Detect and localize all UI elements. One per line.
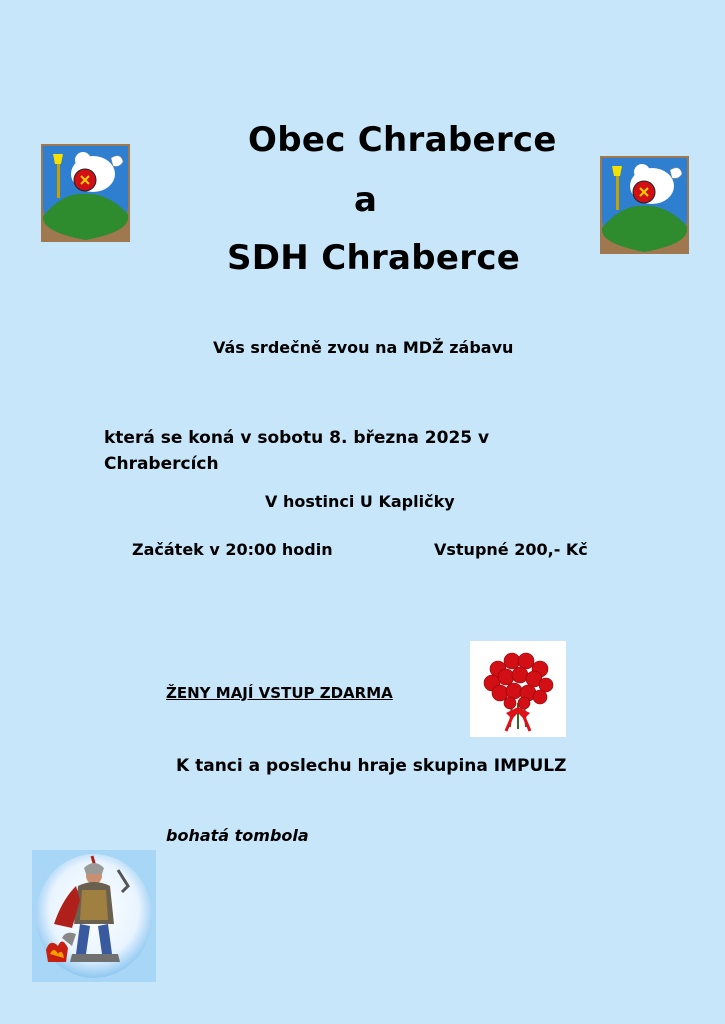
coat-of-arms-right-icon [600,156,689,254]
invitation-text: Vás srdečně zvou na MDŽ zábavu [213,338,514,357]
saint-florian-icon [32,850,156,982]
start-time: Začátek v 20:00 hodin [132,540,333,559]
rose-bouquet-icon [470,641,566,737]
coat-of-arms-left-icon [41,144,130,242]
admission-price: Vstupné 200,- Kč [434,540,588,559]
date-line-2: Chrabercích [104,454,219,474]
title-line-3: SDH Chraberce [227,238,521,278]
tombola-text: bohatá tombola [166,826,309,845]
band-text: K tanci a poslechu hraje skupina IMPULZ [176,756,567,776]
women-free-entry: ŽENY MAJÍ VSTUP ZDARMA [166,684,393,702]
title-line-2: a [354,180,378,220]
title-line-1: Obec Chraberce [248,120,557,160]
venue-text: V hostinci U Kapličky [265,492,455,511]
date-line-1: která se koná v sobotu 8. března 2025 v [104,428,490,448]
